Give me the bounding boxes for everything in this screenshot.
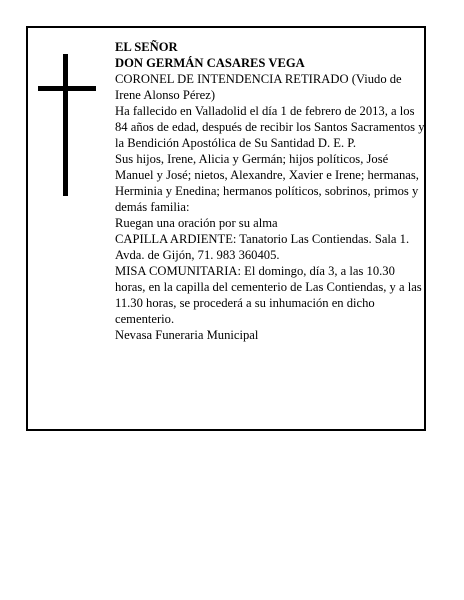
prayer-request: Ruegan una oración por su alma [115,216,278,230]
family-list: Sus hijos, Irene, Alicia y Germán; hijos políticos, José Manuel y José; nietos, Alexandre, Xavier e Irene; hermanas, Herminia y Enedina; hermanos políticos, sobrinos, primos y demás familia: [115,152,419,214]
mass-info: MISA COMUNITARIA: El domingo, día 3, a las 10.30 horas, en la capilla del cementerio de Las Contiendas, y a las 11.30 horas, se procederá a su inhumación en dicho cementerio. [115,264,422,326]
header-line-1: EL SEÑOR [115,40,178,54]
cross-vertical-bar [63,54,68,196]
funeral-home: Nevasa Funeraria Municipal [115,328,259,342]
cross-horizontal-bar [38,86,96,91]
chapel-info: CAPILLA ARDIENTE: Tanatorio Las Contiendas. Sala 1. Avda. de Gijón, 71. 983 360405. [115,232,410,262]
obituary-text [115,39,425,343]
latin-cross-icon [38,54,96,196]
deceased-name: DON GERMÁN CASARES VEGA [115,56,305,70]
deceased-title: CORONEL DE INTENDENCIA RETIRADO (Viudo de Irene Alonso Pérez) [115,72,402,102]
death-announcement: Ha fallecido en Valladolid el día 1 de febrero de 2013, a los 84 años de edad, después de recibir los Santos Sacramentos y la Bendición Apostólica de Su Santidad D. E. P. [115,104,425,150]
